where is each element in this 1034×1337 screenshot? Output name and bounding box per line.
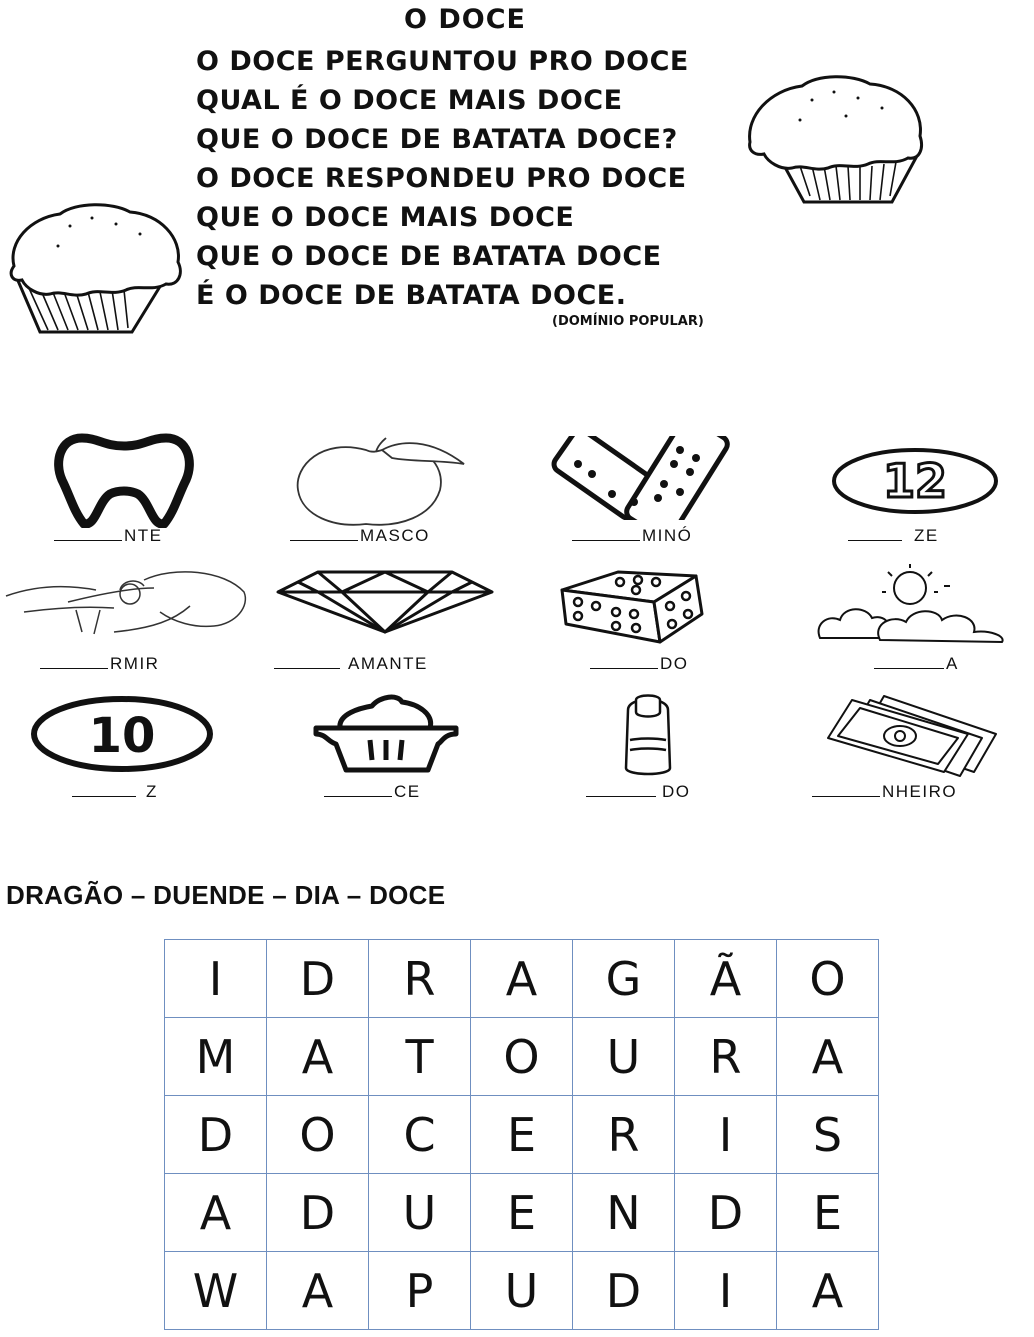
number-12-icon (830, 446, 1000, 516)
poem-credit: (DOMÍNIO POPULAR) (552, 314, 704, 329)
grid-cell[interactable]: D (267, 940, 369, 1018)
grid-cell[interactable]: S (777, 1096, 879, 1174)
blank-word: AMANTE (274, 654, 428, 674)
grid-cell[interactable]: A (777, 1252, 879, 1330)
grid-cell[interactable]: M (165, 1018, 267, 1096)
grid-cell[interactable]: O (471, 1018, 573, 1096)
grid-cell[interactable]: P (369, 1252, 471, 1330)
blank-word: DO (586, 782, 691, 802)
grid-cell[interactable]: O (777, 940, 879, 1018)
grid-cell[interactable]: D (675, 1174, 777, 1252)
muffin-icon (4, 200, 190, 340)
blank-word: ZE (848, 526, 939, 546)
grid-cell[interactable]: U (573, 1018, 675, 1096)
tooth-icon (52, 432, 196, 528)
grid-cell[interactable]: A (471, 940, 573, 1018)
poem-line: QUE O DOCE MAIS DOCE (196, 202, 575, 233)
grid-cell[interactable]: W (165, 1252, 267, 1330)
grid-cell[interactable]: R (675, 1018, 777, 1096)
cupcake-icon (310, 694, 462, 774)
blank-word: NTE (54, 526, 163, 546)
peach-icon (290, 436, 470, 528)
grid-cell[interactable]: D (267, 1174, 369, 1252)
grid-cell[interactable]: O (267, 1096, 369, 1174)
grid-cell[interactable]: E (471, 1174, 573, 1252)
number-label: 10 (88, 708, 156, 764)
poem-line: É O DOCE DE BATATA DOCE. (196, 280, 627, 311)
word-list: DRAGÃO – DUENDE – DIA – DOCE (6, 880, 446, 910)
poem-line: O DOCE RESPONDEU PRO DOCE (196, 163, 687, 194)
poem-title: O DOCE (404, 4, 526, 35)
grid-cell[interactable]: C (369, 1096, 471, 1174)
word-search-grid (164, 939, 879, 1330)
grid-cell[interactable]: Ã (675, 940, 777, 1018)
money-icon (824, 690, 1000, 778)
poem-lines (196, 42, 689, 315)
grid-row (165, 1252, 879, 1330)
grid-cell[interactable]: G (573, 940, 675, 1018)
sun-clouds-icon (814, 562, 1010, 646)
dice-icon (556, 562, 706, 644)
poem-line: QUE O DOCE DE BATATA DOCE (196, 241, 662, 272)
grid-row (165, 1174, 879, 1252)
grid-cell[interactable]: R (369, 940, 471, 1018)
grid-cell[interactable]: I (675, 1252, 777, 1330)
grid-row (165, 1018, 879, 1096)
grid-cell[interactable]: T (369, 1018, 471, 1096)
grid-cell[interactable]: A (777, 1018, 879, 1096)
grid-row (165, 1096, 879, 1174)
sleeping-person-icon (4, 566, 250, 638)
grid-cell[interactable]: D (165, 1096, 267, 1174)
grid-cell[interactable]: I (165, 940, 267, 1018)
domino-icon (550, 436, 740, 520)
poem-line: QUAL É O DOCE MAIS DOCE (196, 85, 623, 116)
blank-word: Z (72, 782, 158, 802)
grid-row (165, 940, 879, 1018)
number-label: 12 (882, 454, 948, 508)
finger-icon (620, 690, 676, 778)
blank-word: CE (324, 782, 421, 802)
muffin-icon (742, 70, 928, 210)
blank-word: RMIR (40, 654, 159, 674)
poem-line: O DOCE PERGUNTOU PRO DOCE (196, 46, 689, 77)
blank-word: MINÓ (572, 526, 692, 546)
diamond-icon (274, 568, 496, 634)
grid-cell[interactable]: U (369, 1174, 471, 1252)
grid-cell[interactable]: A (267, 1018, 369, 1096)
blank-word: NHEIRO (812, 782, 957, 802)
grid-cell[interactable]: N (573, 1174, 675, 1252)
blank-word: MASCO (290, 526, 430, 546)
number-10-icon (28, 694, 216, 774)
grid-cell[interactable]: E (471, 1096, 573, 1174)
grid-cell[interactable]: I (675, 1096, 777, 1174)
grid-cell[interactable]: A (165, 1174, 267, 1252)
poem-line: QUE O DOCE DE BATATA DOCE? (196, 124, 678, 155)
grid-cell[interactable]: D (573, 1252, 675, 1330)
grid-cell[interactable]: A (267, 1252, 369, 1330)
grid-cell[interactable]: E (777, 1174, 879, 1252)
grid-cell[interactable]: U (471, 1252, 573, 1330)
grid-cell[interactable]: R (573, 1096, 675, 1174)
blank-word: DO (590, 654, 689, 674)
blank-word: A (874, 654, 959, 674)
